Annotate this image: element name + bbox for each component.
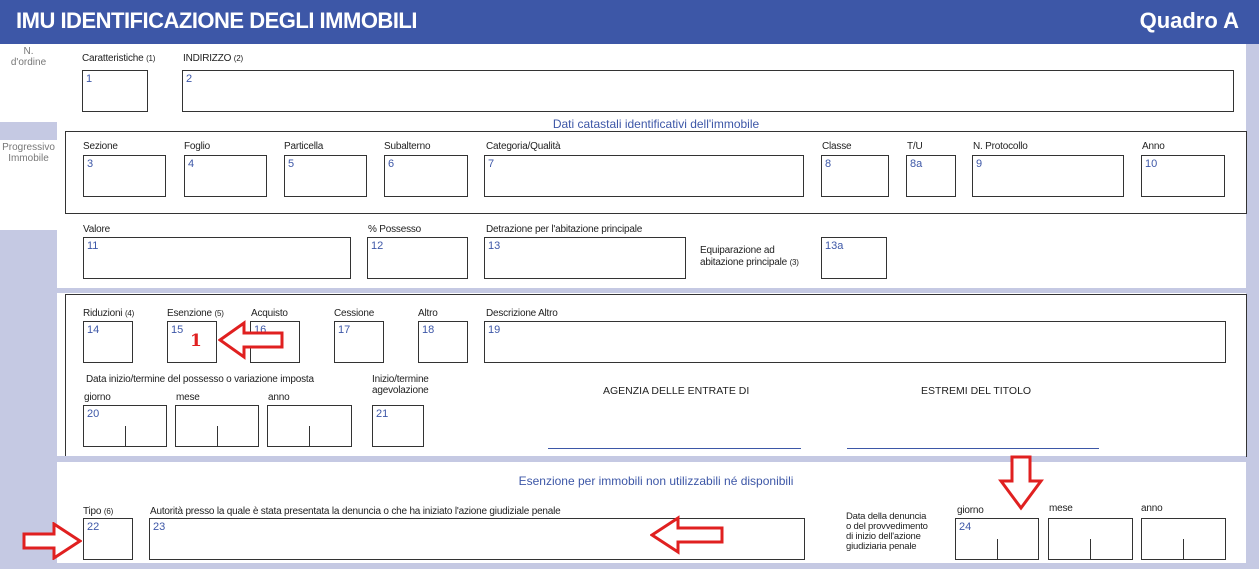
- valore-label: Valore: [83, 224, 110, 235]
- field-10[interactable]: [1141, 155, 1225, 197]
- arrow-shape: [652, 518, 722, 552]
- esenzione-label: Esenzione (5): [167, 308, 224, 319]
- n-ordine-label: N. d'ordine: [10, 46, 47, 68]
- field-1[interactable]: [82, 70, 148, 112]
- field-number: 8: [825, 158, 832, 170]
- field-number: 24: [959, 521, 972, 533]
- field-number: 23: [153, 521, 166, 533]
- field-8a[interactable]: [906, 155, 956, 197]
- field-18[interactable]: [418, 321, 468, 363]
- right-band: [1246, 44, 1259, 569]
- field-13[interactable]: [484, 237, 686, 279]
- field-number: 16: [254, 324, 267, 336]
- acquisto-label: Acquisto: [251, 308, 288, 319]
- field-number: 20: [87, 408, 100, 420]
- field-13a[interactable]: [821, 237, 887, 279]
- sezione-label: Sezione: [83, 141, 118, 152]
- field-3[interactable]: [83, 155, 166, 197]
- cessione-label: Cessione: [334, 308, 375, 319]
- estremi-line[interactable]: [847, 448, 1099, 449]
- digit-divider: [1090, 539, 1091, 559]
- arrow-shape: [220, 323, 282, 357]
- field-number: 3: [87, 158, 94, 170]
- bottom-band: [0, 563, 1259, 569]
- equiparazione-line2: abitazione principale (3): [700, 257, 799, 268]
- quadro-label: Quadro A: [1139, 8, 1239, 33]
- data-possesso-label: Data inizio/termine del possesso o variazione imposta: [86, 374, 314, 385]
- field-number: 21: [376, 408, 389, 420]
- digit-divider: [309, 426, 310, 446]
- digit-divider: [125, 426, 126, 446]
- field-number: 13: [488, 240, 501, 252]
- field-20-giorno[interactable]: [83, 405, 167, 447]
- riduzioni-label: Riduzioni (4): [83, 308, 135, 319]
- protocollo-label: N. Protocollo: [973, 141, 1028, 152]
- field-11[interactable]: [83, 237, 351, 279]
- field-number: 13a: [825, 240, 844, 252]
- field-number: 19: [488, 324, 501, 336]
- field-number: 15: [171, 324, 184, 336]
- inizio-line1: Inizio/termine: [372, 374, 429, 385]
- annotation-arrow-right-icon: [22, 522, 82, 560]
- field-21[interactable]: [372, 405, 424, 447]
- indirizzo-label: INDIRIZZO (2): [183, 53, 243, 64]
- field-number: 12: [371, 240, 384, 252]
- form-title: IMU IDENTIFICAZIONE DEGLI IMMOBILI: [16, 8, 417, 33]
- agenzia-line[interactable]: [548, 448, 801, 449]
- side-progressivo: [0, 140, 57, 230]
- caratteristiche-label: Caratteristiche (1): [82, 53, 156, 64]
- field-20-mese[interactable]: [175, 405, 259, 447]
- tipo-label: Tipo (6): [83, 506, 114, 517]
- field-19[interactable]: [484, 321, 1226, 363]
- field-number: 8a: [910, 158, 923, 170]
- field-7[interactable]: [484, 155, 804, 197]
- field-8[interactable]: [821, 155, 889, 197]
- digit-divider: [217, 426, 218, 446]
- field-9[interactable]: [972, 155, 1124, 197]
- inizio-agevolazione-label: [372, 374, 429, 396]
- field-number: 7: [488, 158, 495, 170]
- field-number: 5: [288, 158, 295, 170]
- field-number: 11: [87, 240, 99, 252]
- field-15[interactable]: [167, 321, 217, 363]
- anno-denuncia-label: anno: [1141, 503, 1163, 514]
- categoria-label: Categoria/Qualità: [486, 141, 561, 152]
- field-number: 14: [87, 324, 100, 336]
- data-denuncia-line4: giudiziaria penale: [846, 541, 917, 552]
- left-band: [0, 44, 57, 569]
- data-denuncia-line3: di inizio dell'azione: [846, 531, 921, 542]
- mese-denuncia-label: mese: [1049, 503, 1073, 514]
- data-denuncia-label: [846, 512, 928, 552]
- detrazione-label: Detrazione per l'abitazione principale: [486, 224, 643, 235]
- tu-label: T/U: [907, 141, 923, 152]
- catastali-title: Dati catastali identificativi dell'immobile: [552, 117, 760, 131]
- giorno-denuncia-label: giorno: [957, 505, 984, 516]
- band-gap-1: [57, 288, 1246, 293]
- field-number: 18: [422, 324, 435, 336]
- field-number: 1: [86, 73, 93, 85]
- digit-divider: [1183, 539, 1184, 559]
- progressivo-label: Progressivo Immobile: [2, 142, 55, 164]
- field-15-value: 1: [190, 331, 202, 351]
- field-14[interactable]: [83, 321, 133, 363]
- field-4[interactable]: [184, 155, 267, 197]
- foglio-label: Foglio: [184, 141, 211, 152]
- estremi-label: ESTREMI DEL TITOLO: [921, 385, 1032, 397]
- annotation-arrow-down-icon: [998, 455, 1044, 511]
- field-number: 17: [338, 324, 351, 336]
- field-number: 2: [186, 73, 193, 85]
- digit-divider: [997, 539, 998, 559]
- particella-label: Particella: [284, 141, 324, 152]
- field-5[interactable]: [284, 155, 367, 197]
- possesso-label: % Possesso: [368, 224, 422, 235]
- agenzia-label: AGENZIA DELLE ENTRATE DI: [603, 385, 750, 397]
- field-number: 6: [388, 158, 395, 170]
- field-17[interactable]: [334, 321, 384, 363]
- field-24-anno[interactable]: [1141, 518, 1226, 560]
- side-n-ordine: [0, 44, 57, 122]
- descrizione-altro-label: Descrizione Altro: [486, 308, 558, 319]
- inizio-line2: agevolazione: [372, 385, 429, 396]
- annotation-arrow-left-icon: [218, 320, 284, 360]
- field-24-mese[interactable]: [1048, 518, 1133, 560]
- arrow-shape: [1001, 457, 1041, 508]
- altro-label: Altro: [418, 308, 438, 319]
- field-number: 9: [976, 158, 983, 170]
- field-number: 22: [87, 521, 100, 533]
- field-12[interactable]: [367, 237, 468, 279]
- field-6[interactable]: [384, 155, 468, 197]
- arrow-shape: [24, 524, 80, 558]
- field-number: 4: [188, 158, 195, 170]
- giorno-label: giorno: [84, 392, 111, 403]
- data-denuncia-line1: Data della denuncia: [846, 511, 927, 522]
- annotation-arrow-left-2-icon: [650, 515, 724, 555]
- field-24-giorno[interactable]: [955, 518, 1039, 560]
- field-2[interactable]: [182, 70, 1234, 112]
- anno-possesso-label: anno: [268, 392, 290, 403]
- classe-label: Classe: [822, 141, 852, 152]
- anno-label: Anno: [1142, 141, 1165, 152]
- esenzione-title: Esenzione per immobili non utilizzabili né disponibili: [518, 474, 794, 488]
- mese-label: mese: [176, 392, 200, 403]
- field-number: 10: [1145, 158, 1158, 170]
- equiparazione-line1: Equiparazione ad: [700, 245, 775, 256]
- data-denuncia-line2: o del provvedimento: [846, 521, 928, 532]
- field-20-anno[interactable]: [267, 405, 352, 447]
- equiparazione-label: [700, 245, 799, 269]
- autorita-label: Autorità presso la quale è stata presentata la denuncia o che ha iniziato l'azione giudiziale penale: [150, 506, 561, 517]
- field-22[interactable]: [83, 518, 133, 560]
- subalterno-label: Subalterno: [384, 141, 431, 152]
